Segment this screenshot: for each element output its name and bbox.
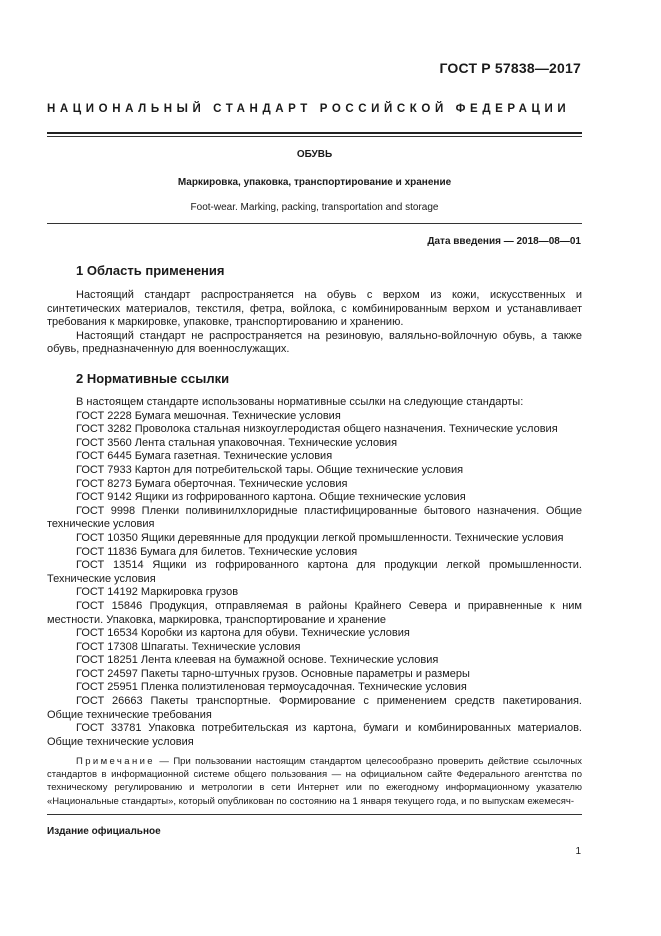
reference-item: ГОСТ 3282 Проволока стальная низкоуглеродистая общего назначения. Технические условия [76, 423, 558, 436]
national-standard-banner: НАЦИОНАЛЬНЫЙ СТАНДАРТ РОССИЙСКОЙ ФЕДЕРАЦИИ [47, 103, 571, 115]
section-2-heading: 2 Нормативные ссылки [76, 371, 230, 386]
reference-item: ГОСТ 10350 Ящики деревянные для продукции легкой промышленности. Технические условия [76, 531, 564, 544]
title-rule [47, 223, 582, 224]
reference-item: ГОСТ 33781 Упаковка потребительская из картона, бумаги и комбинированных материалов. Общие технические условия [47, 722, 582, 748]
standard-title-english: Foot-wear. Marking, packing, transportation and storage [190, 202, 439, 213]
reference-item: ГОСТ 11836 Бумага для билетов. Технические условия [76, 545, 358, 558]
reference-item: ГОСТ 14192 Маркировка грузов [76, 586, 239, 599]
reference-item: ГОСТ 15846 Продукция, отправляемая в районы Крайнего Севера и приравненные к ним местности. Упаковка, маркировка, транспортирование и хранение [47, 599, 582, 626]
header-rule-top [47, 132, 582, 134]
reference-item: ГОСТ 18251 Лента клеевая на бумажной основе. Технические условия [76, 654, 439, 667]
reference-note [47, 755, 582, 808]
official-edition-label: Издание официальное [47, 826, 161, 837]
section-2-body [47, 396, 582, 749]
paragraph: Настоящий стандарт распространяется на обувь с верхом из кожи, искусственных и синтетических материалов, текстиля, фетра, войлока, с комбинированным верхом и устанавливает требования к маркировке, упаковке, транспортированию и хранению. [47, 289, 582, 329]
standard-title: ОБУВЬ [296, 149, 333, 160]
reference-item: ГОСТ 24597 Пакеты тарно-штучных грузов. Основные параметры и размеры [76, 667, 470, 680]
reference-item: ГОСТ 13514 Ящики из гофрированного картона для продукции легкой промышленности. Технические условия [47, 559, 582, 585]
header-rule-bottom [47, 136, 582, 137]
reference-item: ГОСТ 9998 Пленки поливинилхлоридные пластифицированные бытового назначения. Общие технические условия [47, 504, 582, 531]
note-label: Примечание [76, 756, 155, 767]
reference-item: ГОСТ 9142 Ящики из гофрированного картона. Общие технические условия [76, 491, 466, 504]
note-text: — При пользовании настоящим стандартом целесообразно проверить действие ссылочных стандартов в информационной системе общего пользования — на официальном сайте Федерального агентства по техническому регулированию и метрологии в сети Интернет или по ежегодному информационному указателю «Национальные стандарты», который опубликован по состоянию на 1 января текущего года, и по выпускам ежемесяч- [47, 756, 582, 807]
reference-item: ГОСТ 3560 Лента стальная упаковочная. Технические условия [76, 436, 398, 449]
reference-item: ГОСТ 7933 Картон для потребительской тары. Общие технические условия [76, 463, 464, 476]
reference-item: ГОСТ 25951 Пленка полиэтиленовая термоусадочная. Технические условия [76, 681, 467, 694]
paragraph: Настоящий стандарт не распространяется на резиновую, валяльно-войлочную обувь, а также обувь, предназначенную для военнослужащих. [47, 329, 582, 356]
document-code: ГОСТ Р 57838—2017 [439, 60, 581, 76]
reference-item: ГОСТ 17308 Шпагаты. Технические условия [76, 640, 301, 653]
footer-rule [47, 814, 582, 815]
standard-subtitle: Маркировка, упаковка, транспортирование и хранение [177, 177, 452, 188]
reference-item: ГОСТ 26663 Пакеты транспортные. Формирование с применением средств пакетирования. Общие технические требования [47, 695, 582, 721]
section-1-heading: 1 Область применения [76, 263, 225, 278]
reference-item: ГОСТ 2228 Бумага мешочная. Технические условия [76, 409, 341, 422]
reference-item: ГОСТ 6445 Бумага газетная. Технические условия [76, 450, 333, 463]
section-1-body [47, 289, 582, 357]
page-number: 1 [575, 846, 581, 857]
reference-item: ГОСТ 16534 Коробки из картона для обуви. Технические условия [76, 627, 410, 640]
reference-item: ГОСТ 8273 Бумага оберточная. Технические условия [76, 477, 348, 490]
paragraph: В настоящем стандарте использованы нормативные ссылки на следующие стандарты: [76, 396, 524, 408]
effective-date: Дата введения — 2018—08—01 [427, 236, 581, 247]
